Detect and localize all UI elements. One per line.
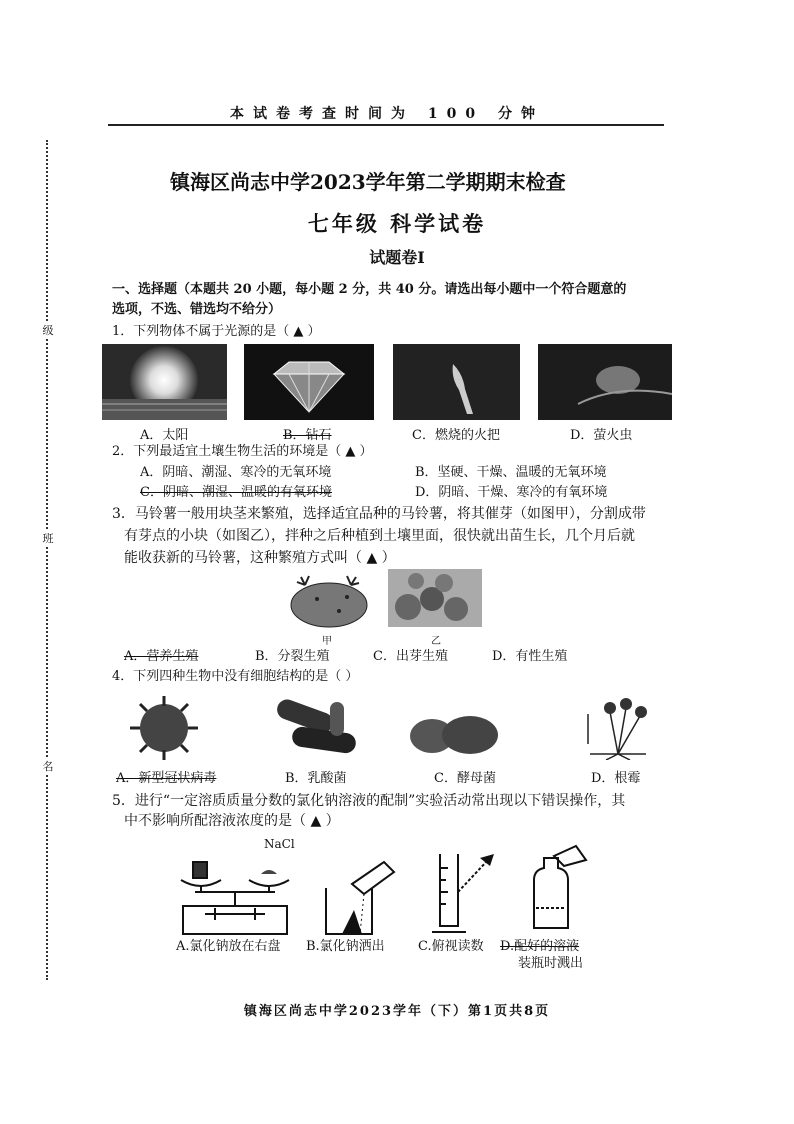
q4-option-c: C．酵母菌 — [434, 771, 496, 786]
q3-figure-jia — [287, 569, 372, 631]
torch-icon — [393, 344, 520, 420]
section-heading-line2: 选项，不选、错选均不给分） — [112, 302, 282, 317]
mold-icon — [580, 694, 656, 760]
q1-option-d: D．萤火虫 — [570, 428, 633, 443]
q4-stem: 4．下列四种生物中没有细胞结构的是（ ） — [112, 669, 359, 684]
q4-lactobacillus-image — [272, 698, 364, 760]
q5-bottle-image — [520, 840, 592, 932]
section-heading-line1: 一、选择题（本题共 20 小题，每小题 2 分，共 40 分。请选出每小题中一个符合题意的 — [112, 282, 627, 297]
side-label-grade: 级 — [42, 324, 54, 337]
q5-option-a: A.氯化钠放在右盘 — [176, 939, 281, 954]
q3-label-yi: 乙 — [431, 636, 441, 647]
balance-icon — [175, 850, 295, 936]
q5-option-b: B.氯化钠洒出 — [306, 939, 385, 954]
bacteria-icon — [272, 698, 364, 760]
q3-option-c: C．出芽生殖 — [373, 649, 448, 664]
q1-option-c: C．燃烧的火把 — [412, 428, 500, 443]
exam-time-note: 本试卷考查时间为 100 分钟 — [230, 106, 544, 122]
q5-option-c: C.俯视读数 — [418, 939, 484, 954]
q5-balance-image — [175, 850, 295, 936]
q4-option-b: B．乳酸菌 — [285, 771, 347, 786]
q4-virus-image — [118, 694, 210, 762]
q5-option-d: D.配好的溶液 — [500, 939, 580, 954]
graduated-cylinder-icon — [428, 848, 508, 934]
q3-label-jia: 甲 — [322, 636, 332, 647]
q3-option-b: B．分裂生殖 — [255, 649, 330, 664]
q4-yeast-image — [404, 714, 500, 756]
firefly-icon — [538, 344, 672, 420]
yeast-icon — [404, 714, 500, 756]
q1-sun-photo — [102, 344, 227, 420]
q1-firefly-photo — [538, 344, 672, 420]
q5-spill-image — [318, 858, 400, 936]
q2-option-b: B．坚硬、干燥、温暖的无氧环境 — [415, 465, 607, 480]
q3-stem-line2: 有芽点的小块（如图乙），拌种之后种植到土壤里面，很快就出苗生长，几个月后就 — [124, 528, 635, 544]
diamond-icon — [244, 344, 374, 420]
exam-subject: 七年级 科学试卷 — [307, 211, 487, 236]
virus-icon — [118, 694, 210, 762]
beaker-icon — [318, 858, 400, 936]
q1-stem: 1．下列物体不属于光源的是（ ▲ ） — [112, 324, 321, 339]
q2-option-c: C．阴暗、潮湿、温暖的有氧环境 — [140, 485, 332, 500]
side-label-class: 班 — [42, 532, 54, 545]
q5-option-d-line2: 装瓶时溅出 — [518, 956, 584, 971]
q4-rhizopus-image — [580, 694, 656, 760]
q5-cylinder-image — [428, 848, 508, 934]
q4-option-a: A．新型冠状病毒 — [116, 771, 217, 786]
side-label-name: 名 — [42, 760, 54, 773]
q5-nacl-label: NaCl — [264, 837, 295, 851]
q4-option-d: D．根霉 — [591, 771, 641, 786]
potato-sprouted-icon — [287, 569, 372, 631]
q1-diamond-photo — [244, 344, 374, 420]
q3-option-d: D．有性生殖 — [492, 649, 568, 664]
q1-option-b: B．钻石 — [283, 428, 332, 443]
q5-stem-line2: 中不影响所配溶液浓度的是（ ▲ ） — [124, 813, 340, 829]
q1-torch-photo — [393, 344, 520, 420]
q1-option-a: A．太阳 — [140, 428, 189, 443]
header-rule — [108, 124, 664, 126]
q3-stem-line3: 能收获新的马铃薯，这种繁殖方式叫（ ▲ ） — [124, 550, 396, 566]
reagent-bottle-icon — [520, 840, 592, 932]
sun-icon — [102, 344, 227, 420]
q3-option-a: A．营养生殖 — [124, 649, 199, 664]
q3-stem-line1: 3．马铃薯一般用块茎来繁殖，选择适宜品种的马铃薯，将其催芽（如图甲），分割成带 — [112, 506, 646, 522]
q2-stem: 2．下列最适宜土壤生物生活的环境是（ ▲ ） — [112, 444, 373, 459]
potato-pieces-icon — [388, 569, 482, 627]
q5-stem-line1: 5．进行“一定溶质质量分数的氯化钠溶液的配制”实验活动常出现以下错误操作，其 — [112, 793, 626, 809]
q3-figure-yi — [388, 569, 482, 627]
q2-option-d: D．阴暗、干燥、寒冷的有氧环境 — [415, 485, 608, 500]
exam-title: 镇海区尚志中学2023学年第二学期期末检查 — [170, 170, 566, 194]
exam-volume: 试题卷I — [369, 248, 425, 267]
page-footer: 镇海区尚志中学2023学年（下）第1页共8页 — [243, 1004, 551, 1019]
q2-option-a: A．阴暗、潮湿、寒冷的无氧环境 — [140, 465, 332, 480]
